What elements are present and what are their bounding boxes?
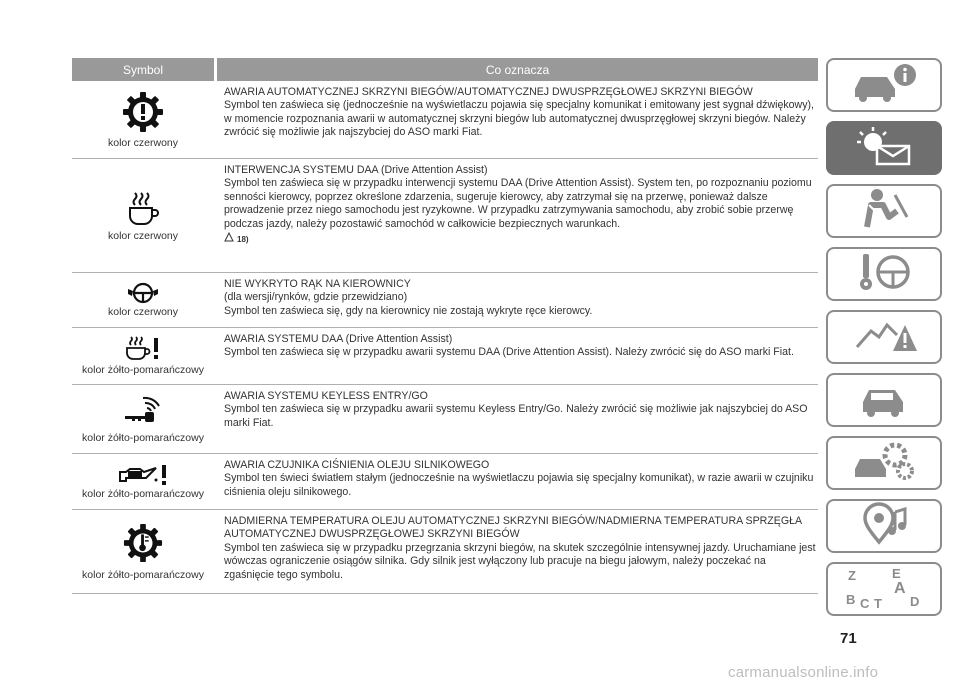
table-row [72, 454, 818, 510]
page-number: 71 [840, 630, 857, 647]
table-row [72, 385, 818, 454]
caution-hand-icon [224, 232, 234, 246]
chapter-tab-warning-lights[interactable] [826, 121, 942, 175]
row-body: Symbol ten świeci światłem stałym (jednocześnie na wyświetlaczu pojawia się specjalny komunikat), w razie awarii w czujniku ciśnienia oleju silnikowego. [224, 472, 814, 498]
color-label: kolor czerwony [107, 306, 179, 318]
key-steering-wheel-icon [849, 250, 919, 299]
row-title: AWARIA SYSTEMU KEYLESS ENTRY/GO [224, 390, 428, 402]
steering-wheel-hands-icon [126, 282, 160, 304]
row-body: Symbol ten zaświeca się, gdy na kierownicy nie zostają wykryte ręce kierowcy. [224, 304, 593, 317]
chapter-tab-car-info[interactable] [826, 58, 942, 112]
row-title: AWARIA AUTOMATYCZNEJ SKRZYNI BIEGÓW/AUTOMATYCZNEJ DWUSPRZĘGŁOWEJ SKRZYNI BIEGÓW [224, 86, 753, 98]
seatbelt-person-icon [849, 187, 919, 236]
table-row [72, 510, 818, 594]
row-title: AWARIA CZUJNIKA CIŚNIENIA OLEJU SILNIKOWEGO [224, 459, 490, 471]
table-row [72, 328, 818, 385]
gear-warning-icon [122, 91, 164, 133]
row-title: NADMIERNA TEMPERATURA OLEJU AUTOMATYCZNEJ SKRZYNI BIEGÓW/NADMIERNA TEMPERATURA SPRZĘGŁA AUTOMATYCZNEJ DWUSPRZĘGŁOWEJ SKRZYNI BIEGÓW [224, 515, 802, 541]
chapter-tab-index[interactable] [826, 562, 942, 616]
table-row [72, 273, 818, 328]
chapter-tab-multimedia[interactable] [826, 499, 942, 553]
car-info-icon [849, 61, 919, 110]
symbol-column-header: Symbol [72, 58, 214, 81]
note-reference: 18) [237, 234, 249, 244]
keyless-key-icon [123, 394, 163, 424]
warning-light-table [72, 58, 818, 594]
row-body: Symbol ten zaświeca się w przypadku interwencji systemu DAA (Drive Attention Assist). System ten, po rozpoznaniu poziomu senności kierowcy, poprzez określone zdarzenia, sugeruje kierowcy, aby zatrzymał się na przerwę, ponieważ dalsze prowadzenie przez niego samochodu jest ryzykowne. W przypadku zatrzymywania samochodu, aby zrobić sobie przerwę podczas jazdy, należy pozostawić samochód w całkowicie bezpiecznych warunkach. [224, 177, 812, 230]
chapter-tab-safety[interactable] [826, 184, 942, 238]
row-body: Symbol ten zaświeca się w przypadku awarii systemu Keyless Entry/Go. Należy zwrócić się możliwie jak najszybciej do ASO marki Fiat. [224, 403, 808, 429]
row-title: AWARIA SYSTEMU DAA (Drive Attention Assist) [224, 333, 453, 345]
color-label: kolor żółto-pomarańczowy [82, 487, 204, 500]
row-title: NIE WYKRYTO RĄK NA KIEROWNICY [224, 278, 411, 290]
car-gears-icon [849, 439, 919, 488]
car-service-icon [849, 376, 919, 425]
color-label: kolor żółto-pomarańczowy [82, 568, 204, 581]
warning-light-envelope-icon [849, 124, 919, 173]
car-crash-warning-icon [849, 313, 919, 362]
chapter-tab-service[interactable] [826, 373, 942, 427]
multimedia-navigation-icon [849, 502, 919, 551]
color-label: kolor żółto-pomarańczowy [82, 432, 204, 444]
table-row [72, 159, 818, 273]
oil-can-warning-icon [118, 464, 168, 486]
table-row [72, 81, 818, 159]
alphabet-index-icon: Z E A B C T D [846, 566, 920, 611]
chapter-tabs [826, 58, 946, 625]
chapter-tab-technical-data[interactable] [826, 436, 942, 490]
gear-temperature-icon [123, 523, 163, 563]
row-body: Symbol ten zaświeca się (jednocześnie na wyświetlaczu pojawia się specjalny komunikat i emitowany jest sygnał dźwiękowy), w momencie rozpoznania awarii w automatycznej skrzyni biegów lub automatycznej dwusprzęgłowej skrzyni biegów. Należy zwrócić się możliwie jak najszybciej do ASO marki Fiat. [224, 99, 814, 139]
chapter-tab-emergency[interactable] [826, 310, 942, 364]
chapter-tab-starting-driving[interactable] [826, 247, 942, 301]
row-title: INTERWENCJA SYSTEMU DAA (Drive Attention Assist) [224, 164, 488, 176]
table-header [72, 58, 818, 81]
row-body: Symbol ten zaświeca się w przypadku awarii systemu DAA (Drive Attention Assist). Należy zwrócić się do ASO marki Fiat. [224, 346, 794, 359]
coffee-cup-icon [126, 190, 160, 226]
row-body: Symbol ten zaświeca się w przypadku przegrzania skrzyni biegów, na skutek szczególnie intensywnej jazdy. Uruchamiane jest wówczas ograniczenie osiągów silnika. Gdy silnik jest wyłączony lub pracuje na biegu jałowym, należy poczekać na zgaśnięcie tego symbolu. [224, 541, 816, 581]
row-subtitle: (dla wersji/rynków, gdzie przewidziano) [224, 291, 408, 304]
color-label: kolor czerwony [107, 229, 179, 242]
color-label: kolor żółto-pomarańczowy [82, 364, 204, 376]
coffee-cup-warning-icon [124, 336, 162, 362]
watermark: carmanualsonline.info [728, 664, 879, 681]
color-label: kolor czerwony [107, 136, 179, 149]
meaning-column-header: Co oznacza [217, 58, 818, 81]
